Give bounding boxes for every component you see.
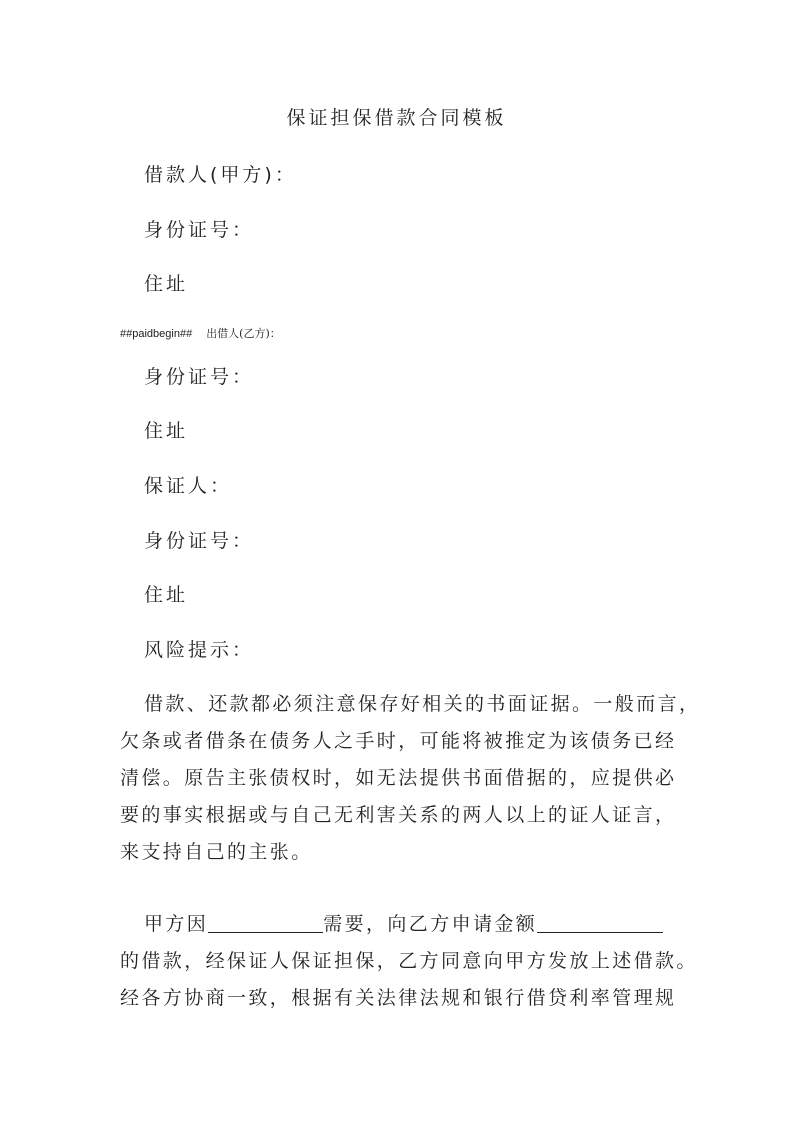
risk-line-5: 来支持自己的主张。: [120, 841, 313, 863]
document-title: 保证担保借款合同模板: [286, 107, 507, 129]
guarantor-id-label: 身份证号：: [144, 530, 255, 552]
borrower-label: 借款人(甲方)：: [144, 164, 297, 186]
guarantor-address-label: 住址: [144, 584, 189, 606]
amount-blank[interactable]: [537, 912, 663, 933]
loan-line-1-part1: 甲方因: [144, 913, 209, 935]
lender-label: 出借人(乙方)：: [206, 327, 281, 340]
risk-line-2: 欠条或者借条在债务人之手时，可能将被推定为该债务已经: [120, 730, 677, 752]
purpose-blank[interactable]: [208, 912, 323, 933]
guarantor-label: 保证人：: [144, 475, 233, 497]
loan-line-3: 经各方协商一致，根据有关法律法规和银行借贷利率管理规: [120, 987, 677, 1009]
loan-line-1: [120, 906, 676, 943]
lender-marker-line: [120, 325, 281, 341]
paid-marker: ##paidbegin##: [120, 328, 193, 340]
risk-paragraph: [120, 686, 701, 871]
borrower-id-label: 身份证号：: [144, 219, 255, 241]
borrower-address-label: 住址: [144, 273, 189, 295]
risk-warning-heading: 风险提示：: [144, 639, 255, 661]
lender-id-label: 身份证号：: [144, 366, 255, 388]
lender-address-label: 住址: [144, 420, 189, 442]
loan-line-1-part2: 需要，向乙方申请金额: [323, 913, 538, 935]
risk-line-1: 借款、还款都必须注意保存好相关的书面证据。一般而言，: [144, 693, 701, 715]
loan-paragraph: [120, 906, 698, 1017]
risk-line-3: 清偿。原告主张债权时，如无法提供书面借据的，应提供必: [120, 767, 677, 789]
risk-line-4: 要的事实根据或与自己无利害关系的两人以上的证人证言，: [120, 804, 677, 826]
loan-line-2: 的借款，经保证人保证担保，乙方同意向甲方发放上述借款。: [120, 950, 698, 972]
